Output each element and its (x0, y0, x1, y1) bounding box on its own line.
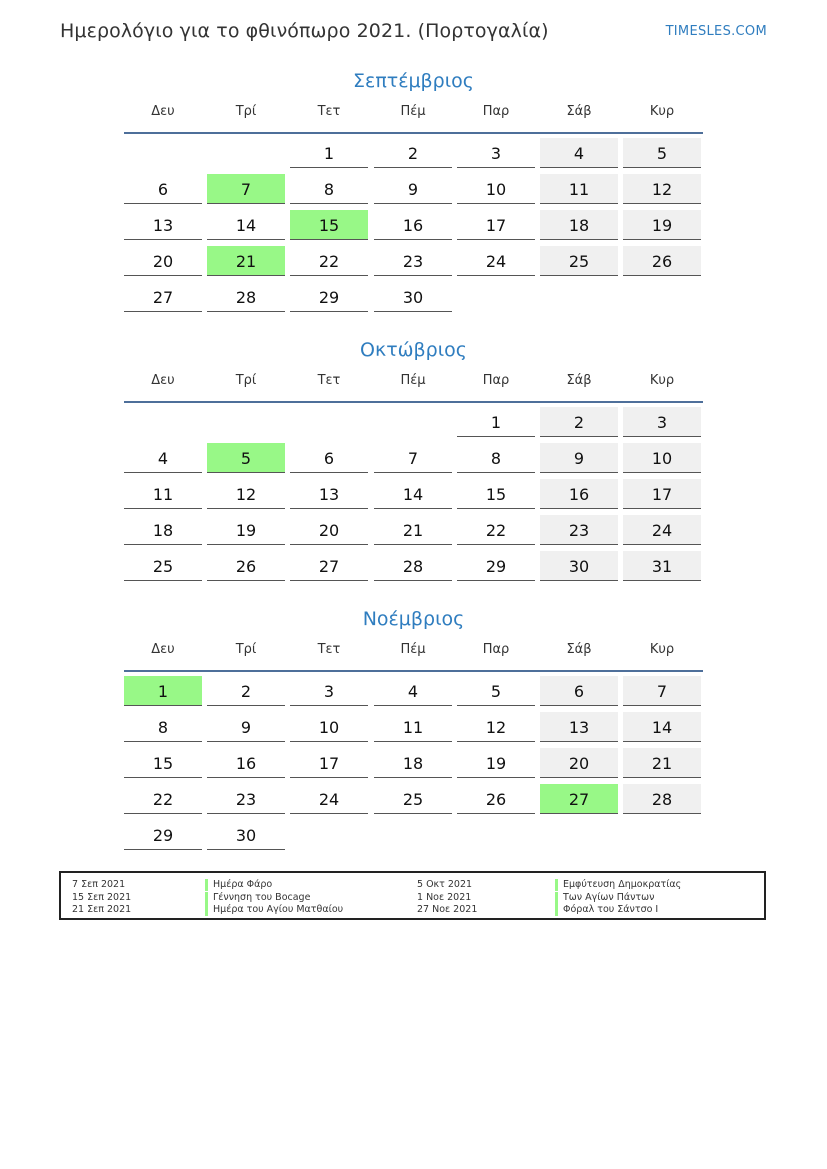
day-cell: 15 (124, 748, 202, 778)
legend-holiday-name: Ημέρα του Αγίου Ματθαίου (205, 904, 343, 916)
weekday-label: Τρί (235, 373, 257, 388)
day-cell: 24 (457, 246, 535, 276)
day-cell: 6 (540, 676, 618, 706)
holiday-day-cell: 21 (207, 246, 285, 276)
day-cell: 20 (290, 515, 368, 545)
weekday-label: Δευ (151, 373, 175, 388)
day-cell: 8 (457, 443, 535, 473)
weekday-label: Παρ (482, 642, 510, 657)
day-cell: 12 (207, 479, 285, 509)
day-cell: 29 (457, 551, 535, 581)
day-cell: 14 (374, 479, 452, 509)
legend-holiday-name: Εμφύτευση Δημοκρατίας (555, 879, 681, 891)
day-cell: 24 (623, 515, 701, 545)
holiday-day-cell: 27 (540, 784, 618, 814)
day-cell: 18 (124, 515, 202, 545)
day-cell: 25 (540, 246, 618, 276)
day-cell: 5 (457, 676, 535, 706)
day-cell: 12 (457, 712, 535, 742)
day-cell: 28 (374, 551, 452, 581)
month-block (124, 604, 703, 845)
day-cell: 18 (374, 748, 452, 778)
day-cell: 4 (124, 443, 202, 473)
weekday-label: Τρί (235, 104, 257, 119)
day-cell: 6 (124, 174, 202, 204)
day-cell: 3 (623, 407, 701, 437)
day-cell: 25 (374, 784, 452, 814)
day-cell: 19 (623, 210, 701, 240)
weekday-label: Παρ (482, 373, 510, 388)
month-block (124, 335, 703, 576)
day-cell: 11 (540, 174, 618, 204)
weekday-label: Τετ (317, 642, 341, 657)
legend-holiday-name: Φόραλ του Σάντσο I (555, 904, 658, 916)
day-cell: 13 (290, 479, 368, 509)
day-cell: 11 (374, 712, 452, 742)
day-cell: 22 (457, 515, 535, 545)
day-cell: 9 (207, 712, 285, 742)
day-cell: 20 (124, 246, 202, 276)
day-cell: 16 (540, 479, 618, 509)
weekday-label: Κυρ (649, 642, 675, 657)
day-cell: 27 (124, 282, 202, 312)
day-cell: 24 (290, 784, 368, 814)
day-cell: 30 (374, 282, 452, 312)
day-cell: 13 (124, 210, 202, 240)
day-cell: 6 (290, 443, 368, 473)
day-cell: 29 (124, 820, 202, 850)
weekday-label: Παρ (482, 104, 510, 119)
day-cell: 4 (374, 676, 452, 706)
weekday-label: Σάβ (566, 373, 592, 388)
day-cell: 28 (623, 784, 701, 814)
day-cell: 11 (124, 479, 202, 509)
day-cell: 14 (623, 712, 701, 742)
legend-date: 27 Νοε 2021 (417, 904, 478, 915)
day-cell: 15 (457, 479, 535, 509)
holiday-day-cell: 5 (207, 443, 285, 473)
day-cell: 2 (540, 407, 618, 437)
month-block (124, 66, 703, 307)
holiday-legend (59, 871, 766, 920)
day-cell: 3 (457, 138, 535, 168)
month-title: Νοέμβριος (362, 608, 465, 630)
day-cell: 22 (124, 784, 202, 814)
day-cell: 13 (540, 712, 618, 742)
day-cell: 9 (540, 443, 618, 473)
day-cell: 14 (207, 210, 285, 240)
day-cell: 22 (290, 246, 368, 276)
weekday-label: Τρί (235, 642, 257, 657)
weekday-label: Πέμ (400, 642, 426, 657)
day-cell: 26 (457, 784, 535, 814)
month-title: Οκτώβριος (360, 339, 467, 361)
weekday-label: Δευ (151, 104, 175, 119)
day-cell: 21 (623, 748, 701, 778)
weekday-label: Δευ (151, 642, 175, 657)
day-cell: 31 (623, 551, 701, 581)
day-cell: 20 (540, 748, 618, 778)
legend-date: 7 Σεπ 2021 (72, 879, 126, 890)
day-cell: 17 (457, 210, 535, 240)
day-cell: 16 (374, 210, 452, 240)
weekday-header (124, 96, 703, 134)
weekday-label: Κυρ (649, 373, 675, 388)
day-cell: 2 (374, 138, 452, 168)
legend-holiday-name: Των Αγίων Πάντων (555, 892, 654, 904)
day-cell: 23 (374, 246, 452, 276)
weekday-label: Πέμ (400, 373, 426, 388)
day-cell: 4 (540, 138, 618, 168)
day-cell: 5 (623, 138, 701, 168)
day-cell: 7 (374, 443, 452, 473)
day-cell: 26 (207, 551, 285, 581)
page-title: Ημερολόγιο για το φθινόπωρο 2021. (Πορτογαλία) (60, 20, 549, 42)
day-cell: 10 (290, 712, 368, 742)
day-cell: 1 (457, 407, 535, 437)
holiday-day-cell: 15 (290, 210, 368, 240)
day-cell: 28 (207, 282, 285, 312)
weekday-label: Σάβ (566, 104, 592, 119)
legend-date: 1 Νοε 2021 (417, 891, 472, 903)
day-cell: 16 (207, 748, 285, 778)
legend-date: 15 Σεπ 2021 (72, 891, 132, 903)
day-cell: 23 (207, 784, 285, 814)
day-cell: 10 (623, 443, 701, 473)
site-link[interactable]: TIMESLES.COM (665, 24, 767, 39)
weekday-label: Πέμ (400, 104, 426, 119)
day-cell: 19 (457, 748, 535, 778)
legend-holiday-name: Γέννηση του Bocage (205, 892, 310, 904)
day-cell: 27 (290, 551, 368, 581)
weekday-label: Σάβ (566, 642, 592, 657)
month-title: Σεπτέμβριος (353, 70, 474, 92)
day-cell: 17 (623, 479, 701, 509)
day-cell: 21 (374, 515, 452, 545)
holiday-day-cell: 7 (207, 174, 285, 204)
day-cell: 2 (207, 676, 285, 706)
weekday-label: Κυρ (649, 104, 675, 119)
holiday-day-cell: 1 (124, 676, 202, 706)
day-cell: 29 (290, 282, 368, 312)
day-cell: 23 (540, 515, 618, 545)
day-cell: 3 (290, 676, 368, 706)
day-cell: 12 (623, 174, 701, 204)
weekday-header (124, 634, 703, 672)
weekday-label: Τετ (317, 373, 341, 388)
legend-date: 21 Σεπ 2021 (72, 904, 132, 915)
day-cell: 8 (290, 174, 368, 204)
day-cell: 30 (207, 820, 285, 850)
day-cell: 9 (374, 174, 452, 204)
day-cell: 7 (623, 676, 701, 706)
day-cell: 26 (623, 246, 701, 276)
legend-holiday-name: Ημέρα Φάρο (205, 879, 272, 891)
legend-date: 5 Οκτ 2021 (417, 879, 473, 890)
day-cell: 1 (290, 138, 368, 168)
day-cell: 30 (540, 551, 618, 581)
day-cell: 10 (457, 174, 535, 204)
day-cell: 17 (290, 748, 368, 778)
day-cell: 8 (124, 712, 202, 742)
day-cell: 18 (540, 210, 618, 240)
day-cell: 25 (124, 551, 202, 581)
day-cell: 19 (207, 515, 285, 545)
weekday-label: Τετ (317, 104, 341, 119)
weekday-header (124, 365, 703, 403)
